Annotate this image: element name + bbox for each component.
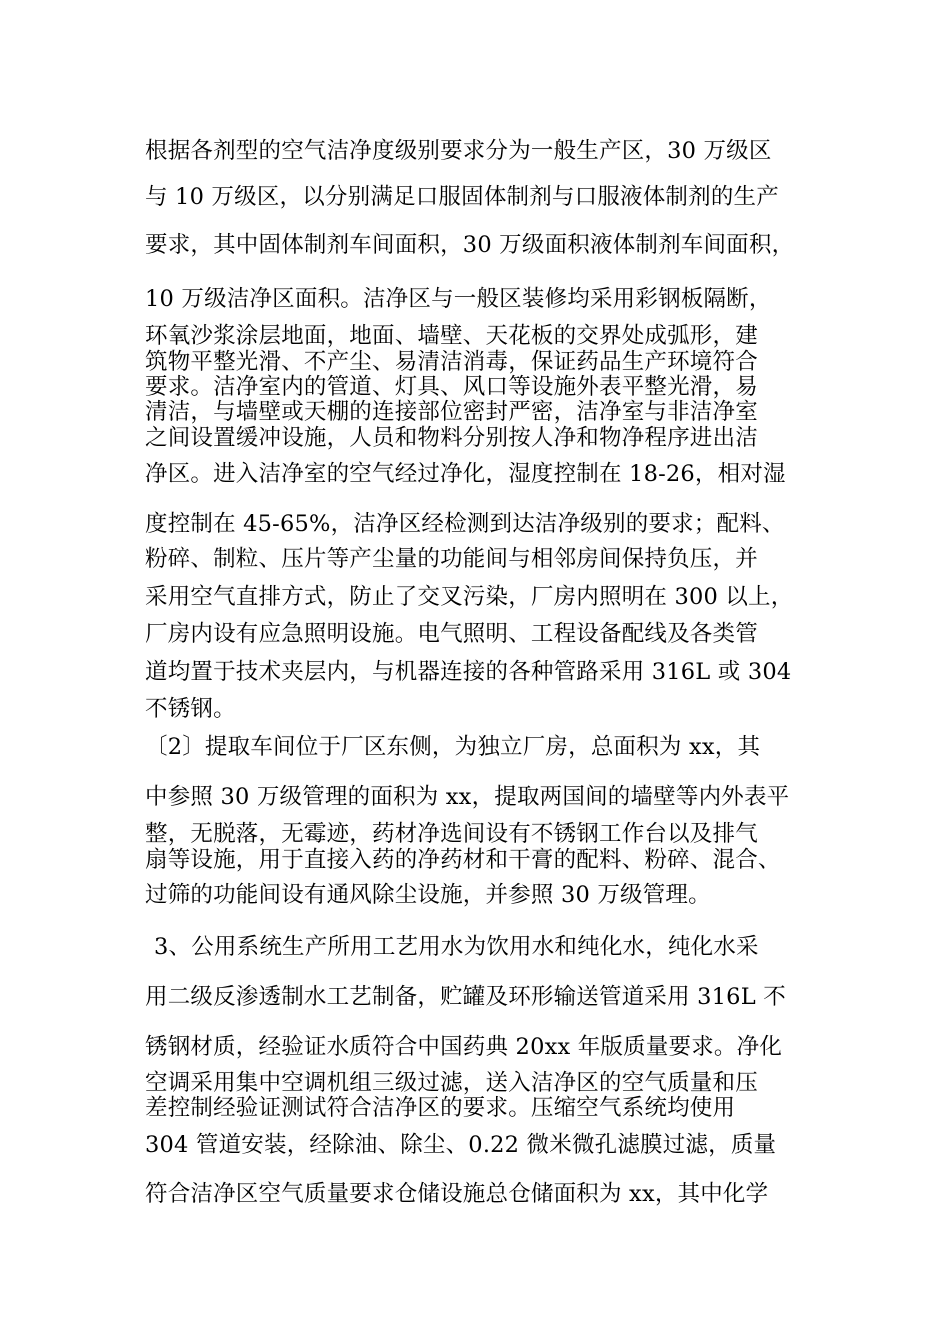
text-line: 要求，其中固体制剂车间面积，30 万级面积液体制剂车间面积， [145, 232, 795, 258]
text-line: 304 管道安装，经除油、除尘、0.22 微米微孔滤膜过滤，质量 [145, 1132, 777, 1158]
text-line: 环氧沙浆涂层地面，地面、墙壁、天花板的交界处成弧形，建 [145, 323, 758, 349]
text-line: 与 10 万级区，以分别满足口服固体制剂与口服液体制剂的生产 [145, 184, 779, 210]
text-line: 不锈钢。 [145, 696, 236, 722]
text-line: 差控制经验证测试符合洁净区的要求。压缩空气系统均使用 [145, 1095, 736, 1121]
text-line: 厂房内设有应急照明设施。电气照明、工程设备配线及各类管 [145, 621, 758, 647]
text-line: 中参照 30 万级管理的面积为 xx，提取两国间的墙壁等内外表平 [145, 784, 790, 810]
text-line: 筑物平整光滑、不产尘、易清洁消毒，保证药品生产环境符合 [145, 349, 758, 375]
text-line: 之间设置缓冲设施，人员和物料分别按人净和物净程序进出洁 [145, 425, 758, 451]
text-line: 度控制在 45-65%，洁净区经检测到达洁净级别的要求；配料、 [145, 511, 785, 537]
text-line: 空调采用集中空调机组三级过滤，送入洁净区的空气质量和压 [145, 1070, 758, 1096]
text-line: 净区。进入洁净室的空气经过净化，湿度控制在 18-26，相对湿 [145, 461, 786, 487]
text-line: 过筛的功能间设有通风除尘设施，并参照 30 万级管理。 [145, 882, 711, 908]
text-line: 符合洁净区空气质量要求仓储设施总仓储面积为 xx，其中化学 [145, 1181, 769, 1207]
text-line: 10 万级洁净区面积。洁净区与一般区装修均采用彩钢板隔断， [145, 286, 772, 312]
text-line: 用二级反渗透制水工艺制备，贮罐及环形输送管道采用 316L 不 [145, 984, 786, 1010]
text-line: 3、公用系统生产所用工艺用水为饮用水和纯化水，纯化水采 [154, 934, 759, 960]
text-line: 要求。洁净室内的管道、灯具、风口等设施外表平整光滑，易 [145, 374, 758, 400]
text-line: 整，无脱落，无霉迹，药材净选间设有不锈钢工作台以及排气 [145, 821, 758, 847]
text-line: 锈钢材质，经验证水质符合中国药典 20xx 年版质量要求。净化 [145, 1034, 783, 1060]
text-line: 〔2〕提取车间位于厂区东侧，为独立厂房，总面积为 xx，其 [145, 734, 761, 760]
text-line: 清洁，与墙壁或天棚的连接部位密封严密，洁净室与非洁净室 [145, 399, 758, 425]
text-line: 根据各剂型的空气洁净度级别要求分为一般生产区，30 万级区 [145, 138, 772, 164]
text-line: 粉碎、制粒、压片等产尘量的功能间与相邻房间保持负压，并 [145, 546, 758, 572]
text-line: 采用空气直排方式，防止了交叉污染，厂房内照明在 300 以上， [145, 584, 794, 610]
text-line: 道均置于技术夹层内，与机器连接的各种管路采用 316L 或 304 [145, 659, 792, 685]
text-line: 扇等设施，用于直接入药的净药材和干膏的配料、粉碎、混合、 [145, 847, 781, 873]
